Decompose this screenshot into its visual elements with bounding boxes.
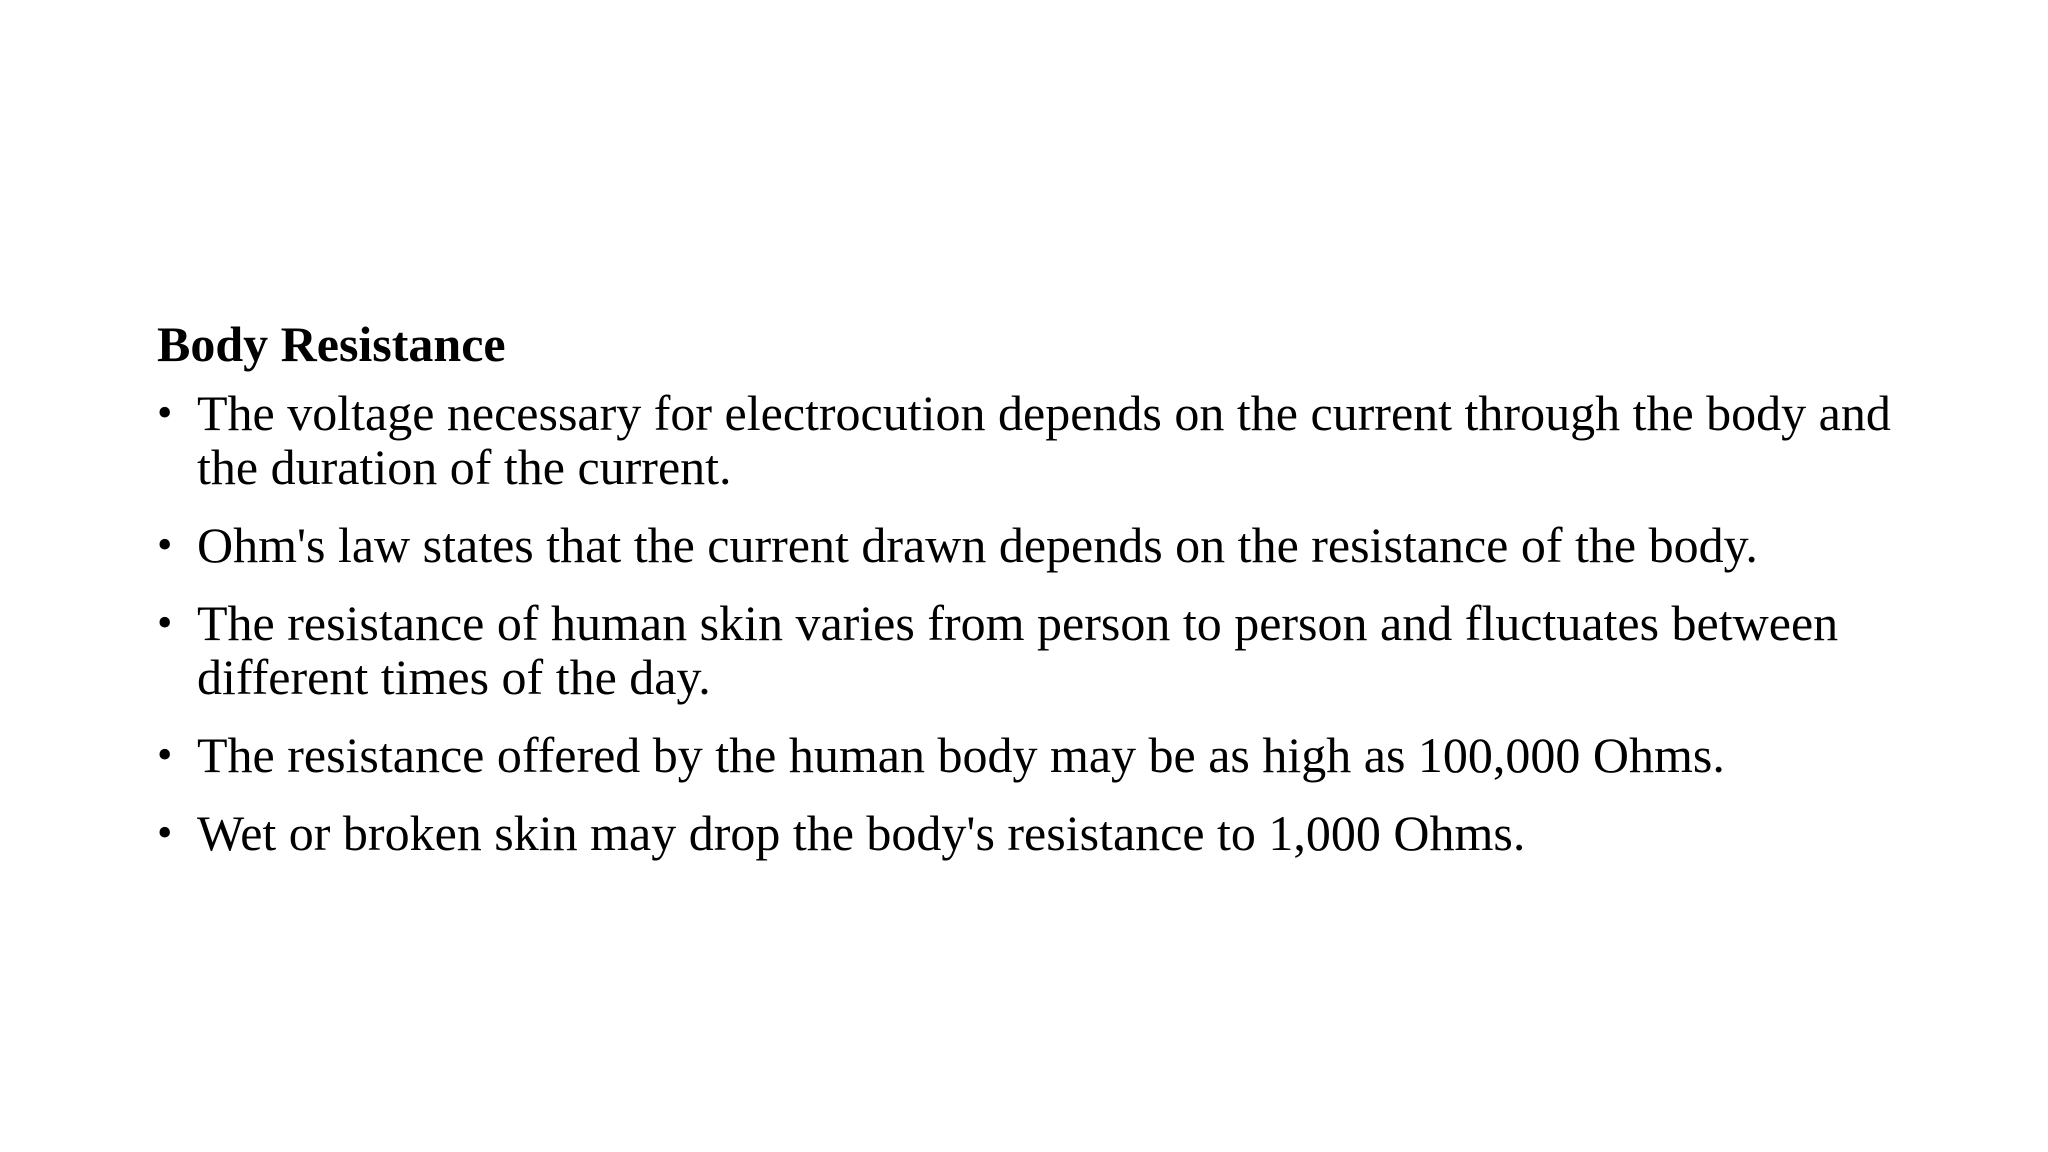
bullet-text: Wet or broken skin may drop the body's resistance to 1,000 Ohms.: [197, 805, 1526, 861]
bullet-text: Ohm's law states that the current drawn depends on the resistance of the body.: [197, 517, 1758, 573]
bullet-text: The resistance of human skin varies from person to person and fluctuates between different times of the day.: [197, 595, 1839, 705]
bullet-dot-icon: •: [157, 730, 173, 779]
bullet-item: [157, 386, 1917, 494]
slide-content: [157, 312, 1917, 884]
bullet-dot-icon: •: [157, 598, 173, 647]
bullet-item: [157, 518, 1917, 572]
bullet-dot-icon: •: [157, 520, 173, 569]
bullet-list: [157, 386, 1917, 860]
bullet-item: [157, 806, 1917, 860]
bullet-dot-icon: •: [157, 388, 173, 437]
bullet-text: The resistance offered by the human body may be as high as 100,000 Ohms.: [197, 727, 1725, 783]
bullet-item: [157, 728, 1917, 782]
bullet-dot-icon: •: [157, 808, 173, 857]
bullet-item: [157, 596, 1917, 704]
slide-title: Body Resistance: [157, 316, 506, 372]
bullet-text: The voltage necessary for electrocution depends on the current through the body and the duration of the current.: [197, 385, 1891, 495]
